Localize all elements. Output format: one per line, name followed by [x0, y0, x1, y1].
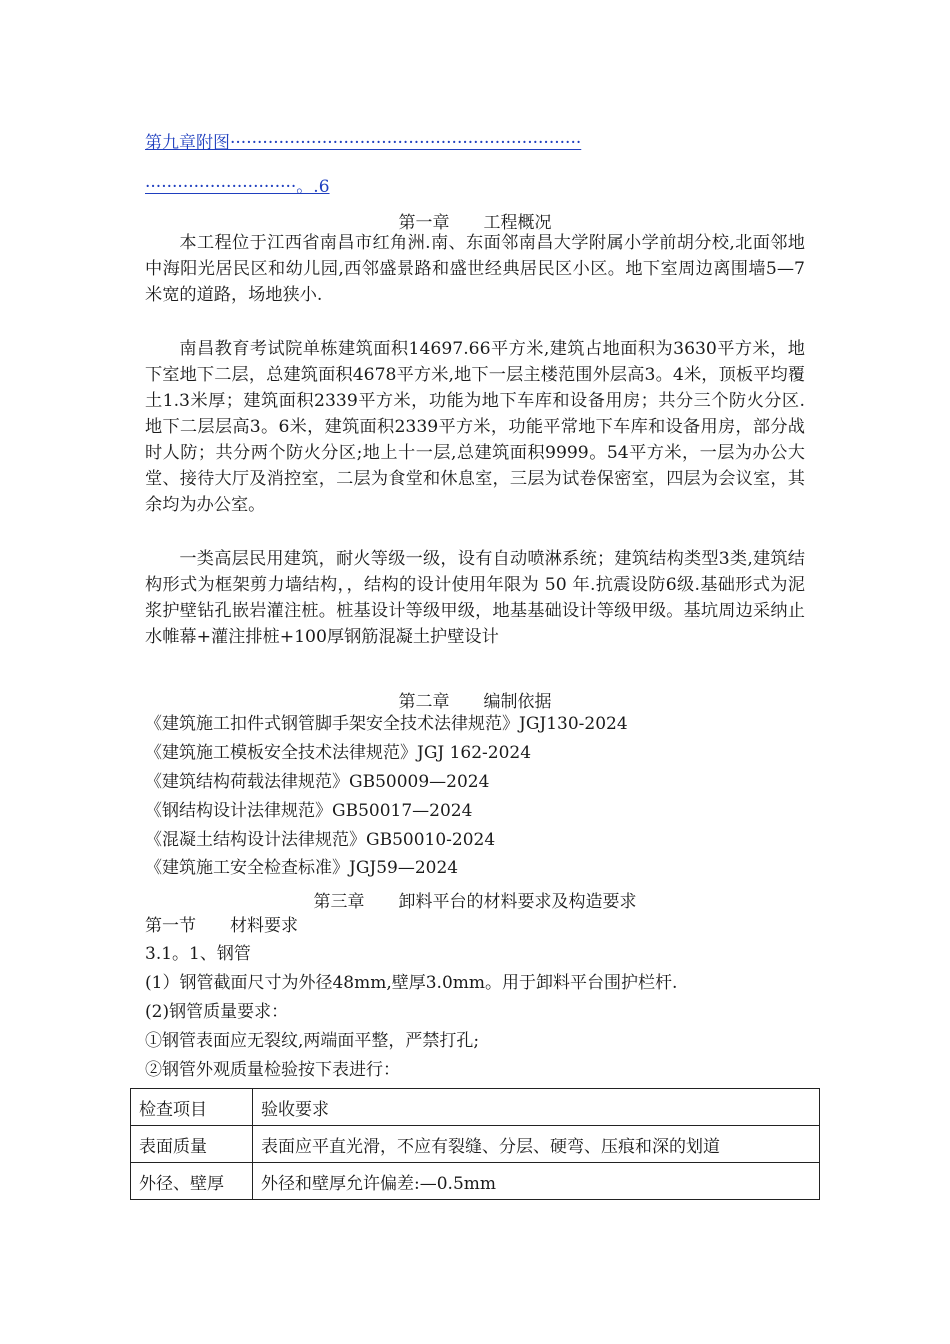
reference-item: 《建筑施工模板安全技术法律规范》JGJ 162-2024	[145, 743, 532, 763]
chapter1-paragraph-2: 南昌教育考试院单栋建筑面积14697.66平方米,建筑占地面积为3630平方米，地下室地下二层，总建筑面积4678平方米,地下一层主楼范围外层高3。4米，顶板平均覆土1.3米厚；建筑面积2339平方米，功能为地下车库和设备用房；共分三个防火分区.地下二层层高3。6米，建筑面积2339平方米，功能平常地下车库和设备用房，部分战时人防；共分两个防火分区;地上十一层,总建筑面积9999。54平方米，一层为办公大堂、接待大厅及消控室，二层为食堂和休息室，三层为试卷保密室，四层为会议室，其余均为办公室。	[145, 339, 805, 515]
reference-item: 《建筑结构荷载法律规范》GB50009—2024	[145, 772, 490, 792]
table-cell: 表面应平直光滑，不应有裂缝、分层、硬弯、压痕和深的划道	[253, 1126, 820, 1163]
table-header-row	[131, 1089, 820, 1126]
reference-item: 《混凝土结构设计法律规范》GB50010-2024	[145, 830, 496, 850]
chapter2-title: 第二章 编制依据	[398, 692, 552, 712]
chapter1-paragraph-3: 一类高层民用建筑，耐火等级一级，设有自动喷淋系统；建筑结构类型3类,建筑结构形式为框架剪力墙结构，，结构的设计使用年限为 50 年.抗震设防6级.基础形式为泥浆护壁钻孔嵌岩灌注桩。桩基设计等级甲级，地基基础设计等级甲级。基坑周边采纳止水帷幕+灌注排桩+100厚钢筋混凝土护壁设计	[145, 549, 805, 647]
toc-link-chapter9-continued[interactable]: ····························。.6	[145, 177, 330, 197]
table-cell: 外径和壁厚允许偏差:—0.5mm	[253, 1163, 820, 1200]
table-row	[131, 1163, 820, 1200]
toc-link-chapter9[interactable]: 第九章附图·································································	[145, 133, 582, 153]
table-cell: 验收要求	[253, 1089, 820, 1126]
section-title: 第一节 材料要求	[145, 916, 298, 936]
table-cell: 检查项目	[131, 1089, 253, 1126]
body-line: ①钢管表面应无裂纹,两端面平整，严禁打孔;	[145, 1031, 480, 1051]
chapter1-title: 第一章 工程概况	[398, 213, 552, 233]
subsection-title: 3.1。1、钢管	[145, 944, 251, 964]
table-cell: 表面质量	[131, 1126, 253, 1163]
reference-item: 《钢结构设计法律规范》GB50017—2024	[145, 801, 473, 821]
body-line: (2)钢管质量要求：	[145, 1002, 289, 1022]
reference-item: 《建筑施工扣件式钢管脚手架安全技术法律规范》JGJ130-2024	[145, 714, 628, 734]
body-line: ②钢管外观质量检验按下表进行：	[145, 1060, 400, 1080]
inspection-table	[130, 1088, 820, 1200]
table-row	[131, 1126, 820, 1163]
body-line: (1）钢管截面尺寸为外径48mm,壁厚3.0mm。用于卸料平台围护栏杆.	[145, 973, 678, 993]
table-cell: 外径、壁厚	[131, 1163, 253, 1200]
chapter3-title: 第三章 卸料平台的材料要求及构造要求	[313, 892, 637, 912]
reference-item: 《建筑施工安全检查标准》JGJ59—2024	[145, 858, 459, 878]
chapter1-paragraph-1: 本工程位于江西省南昌市红角洲.南、东面邻南昌大学附属小学前胡分校,北面邻地中海阳光居民区和幼儿园,西邻盛景路和盛世经典居民区小区。地下室周边离围墙5—7米宽的道路，场地狭小.	[145, 233, 805, 305]
